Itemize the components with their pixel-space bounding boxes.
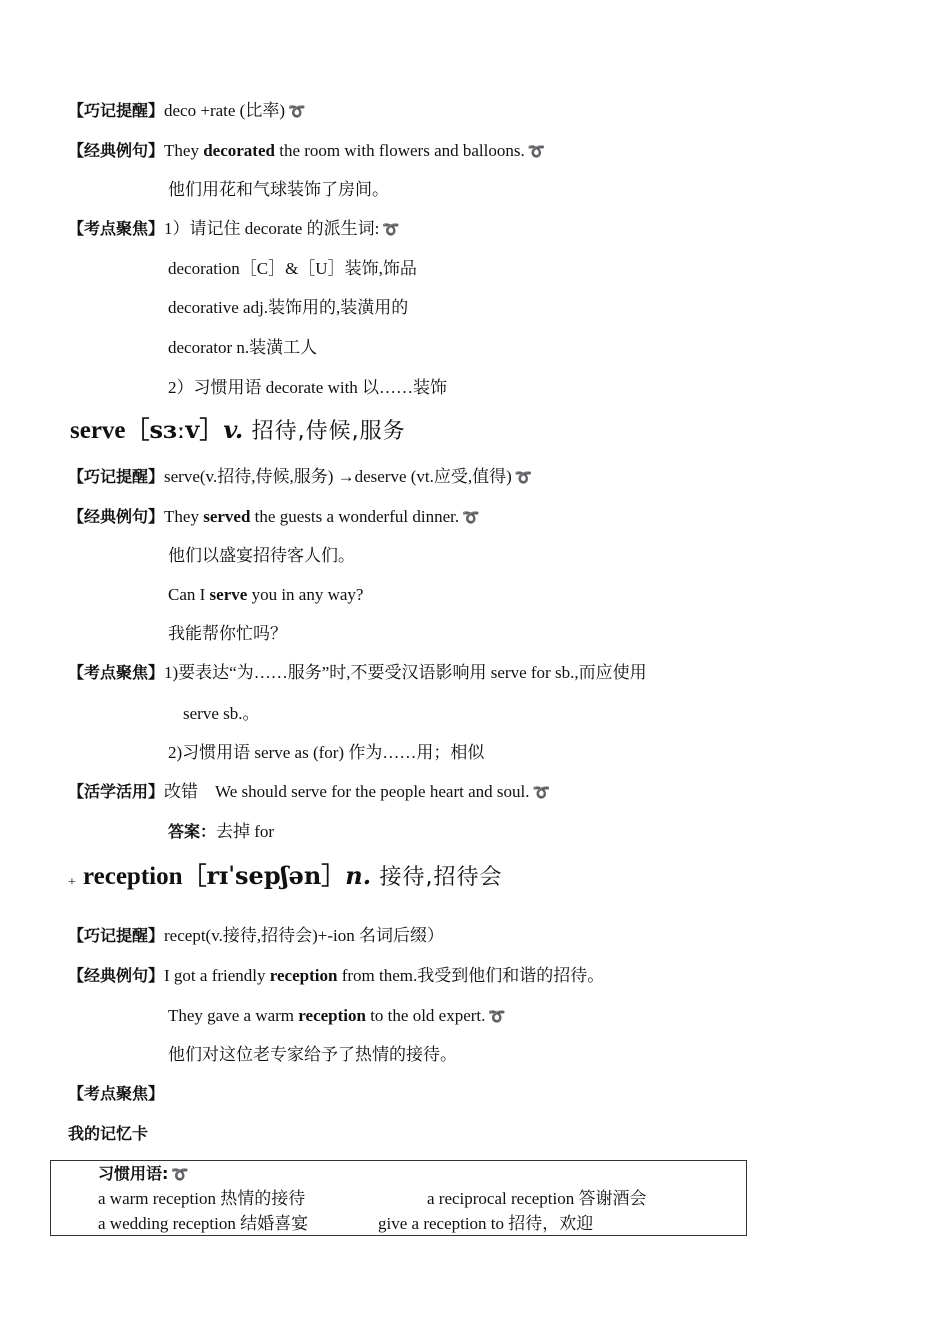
example-text: to the old expert. [365,1006,486,1025]
serve-focus-line [68,662,647,684]
card-item-2: a reciprocal reception 答谢酒会 [427,1189,647,1208]
serve-example-cn-2: 我能帮你忙吗？ [168,624,287,643]
practice-text: 改错 We should serve for the people heart and soul. [164,782,530,801]
headword-word: serve [70,417,126,444]
example-text: the room with flowers and balloons. [274,141,525,160]
example-text: the guests a wonderful dinner. [250,507,460,526]
serve-practice-line [68,781,550,804]
headword-pos: v. [223,415,244,444]
serve-focus-2: 2)习惯用语 serve as (for) 作为……用；相似 [168,743,485,762]
example-text: They [164,507,204,526]
decorate-example-line [68,140,545,163]
focus-tag: 【考点聚焦】 [68,1084,165,1103]
example-text: They gave a warm [168,1006,299,1025]
decorate-derivative-2: decorative adj.装饰用的,装潢用的 [168,298,409,317]
link-icon: ➰ [488,1009,506,1025]
focus-text: 1)要表达“为……服务”时,不要受汉语影响用 serve for sb.,而应使用 [164,663,647,682]
decorate-focus-2: 2）习惯用语 decorate with 以……装饰 [168,378,448,397]
example-keyword: reception [298,1006,366,1025]
serve-focus-1b: serve sb.。 [183,704,260,723]
example-text: from them.我受到他们和谐的招待。 [337,966,605,985]
example-tag: 【经典例句】 [68,966,165,985]
card-title: 我的记忆卡 [68,1124,149,1143]
memory-tag: 【巧记提醒】 [68,926,165,945]
card-heading [98,1163,189,1186]
headword-phonetic: ［sɜːv］ [125,415,224,444]
example-keyword: serve [209,585,248,604]
serve-memory-line [68,466,532,489]
example-text: Can I [168,585,210,604]
reception-memory-line [68,925,444,947]
card-item-3: a wedding reception 结婚喜宴 [98,1214,309,1233]
serve-example-2 [168,584,363,606]
answer-label: 答案： [168,822,217,841]
example-text: I got a friendly [164,966,270,985]
focus-tag: 【考点聚焦】 [68,663,165,682]
link-icon: ➰ [514,470,533,486]
decorate-memory-line [68,100,305,123]
serve-example-cn-1: 他们以盛宴招待客人们。 [168,546,355,565]
memory-tag: 【巧记提醒】 [68,467,165,486]
headword-pos: n. [345,861,372,890]
card-item-1: a warm reception 热情的接待 [98,1189,306,1208]
link-icon: ➰ [382,222,400,238]
headword-meaning: 招待,侍候,服务 [251,419,406,444]
link-icon: ➰ [462,510,480,526]
reception-focus-line [68,1083,164,1105]
reception-example-line [68,965,604,987]
practice-tag: 【活学活用】 [68,782,165,801]
example-text: you in any way? [247,585,364,604]
decorate-derivative-3: decorator n.装潢工人 [168,338,318,357]
example-keyword: served [203,507,251,526]
serve-example-line [68,506,480,529]
focus-tag: 【考点聚焦】 [68,219,165,238]
headword-meaning: 接待,招待会 [379,865,503,890]
answer-text: 去掉 for [216,822,275,841]
link-icon: ➰ [288,104,306,120]
memory-text: serve(v.招待,侍候,服务) →deserve (vt.应受,值得) [164,467,512,486]
example-tag: 【经典例句】 [68,507,165,526]
link-icon: ➰ [171,1167,189,1183]
example-text: They [164,141,204,160]
link-icon: ➰ [532,785,550,801]
plus-mark: + [68,875,76,890]
headword-phonetic: ［rɪˈsepʃən］ [182,861,346,890]
memory-card-title [68,1123,148,1145]
example-keyword: reception [269,966,338,985]
memory-text: deco +rate (比率) [164,101,285,120]
example-tag: 【经典例句】 [68,141,165,160]
decorate-focus-line [68,218,400,241]
serve-answer-line [168,821,274,843]
link-icon: ➰ [527,144,546,160]
reception-headword [83,861,502,893]
card-heading-text: 习惯用语: [98,1164,169,1183]
decorate-example-cn: 他们用花和气球装饰了房间。 [168,180,389,199]
headword-word: reception [83,863,183,890]
memory-tag: 【巧记提醒】 [68,101,165,120]
example-keyword: decorated [203,141,275,160]
memory-text: recept(v.接待,招待会)+-ion 名词后缀） [164,926,444,945]
reception-example-2 [168,1005,506,1028]
serve-headword [70,415,406,447]
reception-example-cn-2: 他们对这位老专家给予了热情的接待。 [168,1045,457,1064]
card-item-4: give a reception to 招待，欢迎 [378,1214,594,1233]
decorate-derivative-1: decoration［C］&［U］装饰,饰品 [168,259,417,278]
focus-text: 1）请记住 decorate 的派生词: [164,219,380,238]
memory-card [50,1160,747,1236]
